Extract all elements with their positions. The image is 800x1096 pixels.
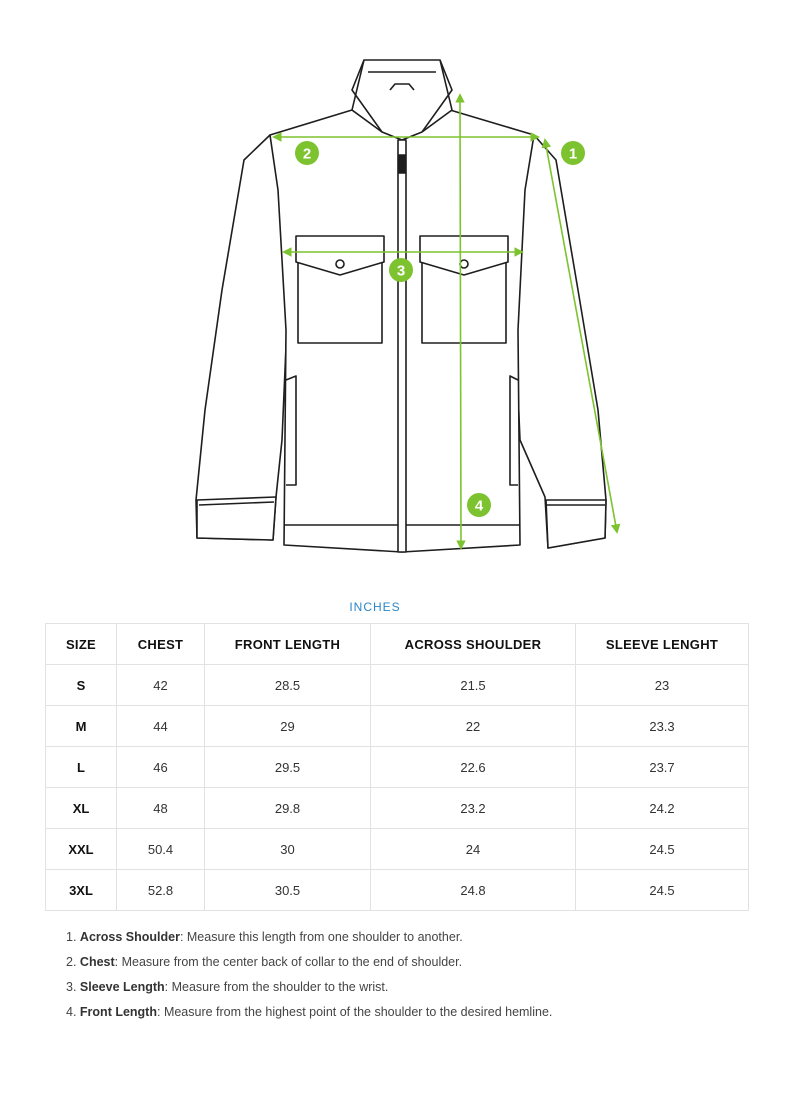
- zipper: [398, 140, 406, 552]
- note-term: Front Length: [79, 1005, 157, 1019]
- chest-cell: 46: [117, 747, 205, 788]
- note-term: Chest: [79, 955, 115, 969]
- note-number: 2.: [66, 955, 77, 969]
- size-chart-table: [45, 623, 749, 911]
- marker-3: [389, 258, 413, 282]
- header-across-shoulder: ACROSS SHOULDER: [371, 624, 576, 665]
- across-shoulder-cell: 21.5: [371, 665, 576, 706]
- header-chest: CHEST: [117, 624, 205, 665]
- size-cell: L: [46, 747, 117, 788]
- marker-1: [561, 141, 585, 165]
- svg-text:3: 3: [396, 262, 406, 280]
- marker-2: [295, 141, 319, 165]
- note-text: : Measure from the center back of collar to the end of shoulder.: [114, 955, 463, 969]
- unit-label: INCHES: [349, 600, 401, 614]
- chest-cell: 52.8: [117, 870, 205, 911]
- sleeve-length-cell: 24.5: [576, 829, 749, 870]
- note-number: 4.: [66, 1005, 77, 1019]
- front-length-cell: 30: [205, 829, 371, 870]
- across-shoulder-cell: 22: [371, 706, 576, 747]
- jacket-illustration: [196, 60, 606, 552]
- front-length-cell: 29: [205, 706, 371, 747]
- table-row: [46, 829, 749, 870]
- table-row: [46, 788, 749, 829]
- across-shoulder-cell: 23.2: [371, 788, 576, 829]
- size-cell: XL: [46, 788, 117, 829]
- svg-text:4: 4: [474, 497, 484, 515]
- sleeve-length-cell: 24.5: [576, 870, 749, 911]
- table-row: [46, 747, 749, 788]
- header-sleeve-length: SLEEVE LENGHT: [576, 624, 749, 665]
- front-length-cell: 30.5: [205, 870, 371, 911]
- front-length-cell: 29.5: [205, 747, 371, 788]
- right-cuff: [546, 500, 606, 548]
- front-length-cell: 28.5: [205, 665, 371, 706]
- size-cell: M: [46, 706, 117, 747]
- measurement-notes: [66, 928, 552, 1028]
- note-number: 3.: [66, 980, 77, 994]
- table-row: [46, 665, 749, 706]
- sleeve-length-cell: 23.7: [576, 747, 749, 788]
- chest-cell: 48: [117, 788, 205, 829]
- note-term: Across Shoulder: [79, 930, 180, 944]
- size-cell: XXL: [46, 829, 117, 870]
- table-row: [46, 706, 749, 747]
- note-text: : Measure this length from one shoulder to another.: [179, 930, 463, 944]
- table-row: [46, 870, 749, 911]
- note-item: [66, 928, 552, 953]
- size-cell: S: [46, 665, 117, 706]
- chest-cell: 44: [117, 706, 205, 747]
- size-cell: 3XL: [46, 870, 117, 911]
- note-item: [66, 978, 552, 1003]
- across-shoulder-cell: 24.8: [371, 870, 576, 911]
- chest-cell: 42: [117, 665, 205, 706]
- note-number: 1.: [66, 930, 77, 944]
- across-shoulder-cell: 22.6: [371, 747, 576, 788]
- sleeve-length-cell: 23: [576, 665, 749, 706]
- sleeve-length-cell: 23.3: [576, 706, 749, 747]
- svg-text:1: 1: [568, 145, 578, 163]
- note-text: : Measure from the highest point of the shoulder to the desired hemline.: [157, 1005, 553, 1019]
- table-header-row: [46, 624, 749, 665]
- note-item: [66, 1003, 552, 1028]
- note-text: : Measure from the shoulder to the wrist.: [164, 980, 389, 994]
- chest-cell: 50.4: [117, 829, 205, 870]
- svg-text:2: 2: [302, 145, 312, 163]
- header-front-length: FRONT LENGTH: [205, 624, 371, 665]
- header-size: SIZE: [46, 624, 117, 665]
- front-length-cell: 29.8: [205, 788, 371, 829]
- sleeve-length-cell: 24.2: [576, 788, 749, 829]
- marker-4: [467, 493, 491, 517]
- across-shoulder-cell: 24: [371, 829, 576, 870]
- front-length-arrow: [460, 95, 461, 548]
- note-term: Sleeve Length: [79, 980, 165, 994]
- note-item: [66, 953, 552, 978]
